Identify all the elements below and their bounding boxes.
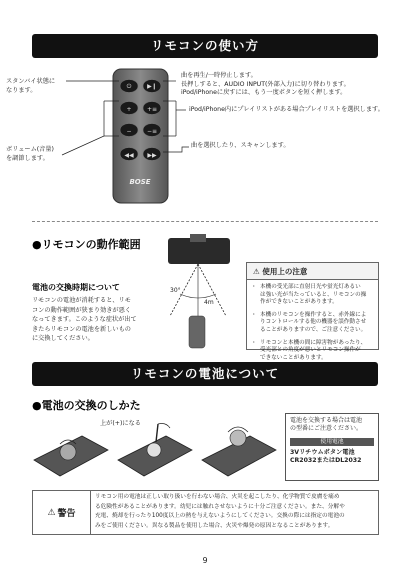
power-icon: ⏻ (126, 83, 132, 90)
caution-item: ・ 本機のリモコンを操作すると、赤外線によ りコントロールする他の機器を誤作動させ ることがありますので、ご注意ください。 (253, 312, 374, 335)
volume-leader (62, 101, 104, 155)
distance-label: 4m (204, 299, 214, 306)
caution-header: ⚠ 使用上の注意 (247, 263, 378, 280)
battery-type: 3Vリチウムボタン電池 CR2032またはDL2032 (290, 448, 362, 465)
step-2 (118, 424, 192, 477)
warning-box (32, 490, 379, 535)
remote-small (189, 316, 205, 348)
rewind-icon: ◀◀ (124, 152, 134, 159)
minus-list-icon: −≡ (146, 128, 158, 135)
used-battery-label: 使用電池 (290, 438, 374, 446)
battery-note-text: 電池を交換する場合は電池 の型番にご注意ください。 (290, 417, 363, 433)
volume-label: ボリューム(音量) を調節します。 (6, 146, 54, 162)
skip-description: 曲を選択したり、スキャンします。 (191, 142, 290, 149)
battery-timing-heading: 電池の交換時期について (32, 283, 120, 292)
warning-triangle-icon: ⚠ (253, 267, 260, 276)
range-heading: ●リモコンの動作範囲 (32, 238, 141, 251)
caution-box (246, 262, 379, 361)
section-title: リモコンの使い方 (150, 38, 259, 53)
play-description: 曲を再生/一時停止します。 長押しすると、AUDIO INPUT(外部入力)に切り替わります。 iPod/iPhoneに戻すには、もう一度ボタンを短く押します。 (181, 72, 350, 97)
upward-label: 上が(+)になる (100, 420, 141, 427)
section-title: リモコンの電池について (130, 366, 280, 381)
plus-icon: + (126, 106, 132, 113)
battery-timing-text: リモコンの電池が消耗すると、リモ コンの動作範囲が狭まり効きが悪く なってきます。このような症状が出て きたらリモコンの電池を新しいもの に交換してください。 (32, 297, 137, 343)
playlist-description: iPod/iPhone内にプレイリストがある場合プレイリストを選択します。 (189, 106, 384, 113)
divider (32, 221, 378, 222)
caution-item: ・ 本機の受光部に直射日光や蛍光灯あるい は強い光が当たっていると、リモコンの操 作ができないことがあります。 (253, 284, 374, 307)
battery-replace-diagram (30, 410, 278, 482)
warning-triangle-icon: ⚠ (47, 507, 56, 518)
page-number: 9 (202, 556, 208, 565)
angle-label: 30° (170, 287, 181, 294)
remote-diagram (0, 0, 410, 230)
section-banner-battery (32, 362, 378, 386)
warning-label-cell: ⚠ 警告 (33, 491, 91, 534)
step-3 (202, 427, 276, 476)
minus-icon: − (126, 128, 132, 135)
dock (190, 234, 206, 242)
battery-note-box (285, 413, 379, 481)
bose-logo: BOSE (129, 178, 151, 186)
plus-list-icon: +≡ (146, 106, 158, 113)
play-pause-icon: ▶❙ (147, 83, 157, 90)
step-1 (34, 436, 108, 476)
fast-forward-icon: ▶▶ (147, 152, 157, 159)
range-diagram (160, 232, 240, 350)
standby-label: スタンバイ状態に なります。 (6, 78, 56, 94)
replace-heading: ●電池の交換のしかた (32, 399, 141, 412)
warning-text: リモコン用の電池は正しい取り扱いを行わない場合、火災を起こしたり、化学物質で皮膚を痛め る危険性があることがあります。幼児には触れさせないように十分ご注意ください。また、分解や 充電、焼却を行ったり100度以上の熱を与えないようにしてください。交換の際には指定の電池の みをご使用ください。異なる製品を使用した場合、火災や爆発の原因となることがあります。 (95, 494, 345, 529)
caution-item: ・ リモコンと本機の間に障害物があったり、 受光部との角度が悪いとリモコン操作が できないことがあります。 (253, 340, 374, 363)
